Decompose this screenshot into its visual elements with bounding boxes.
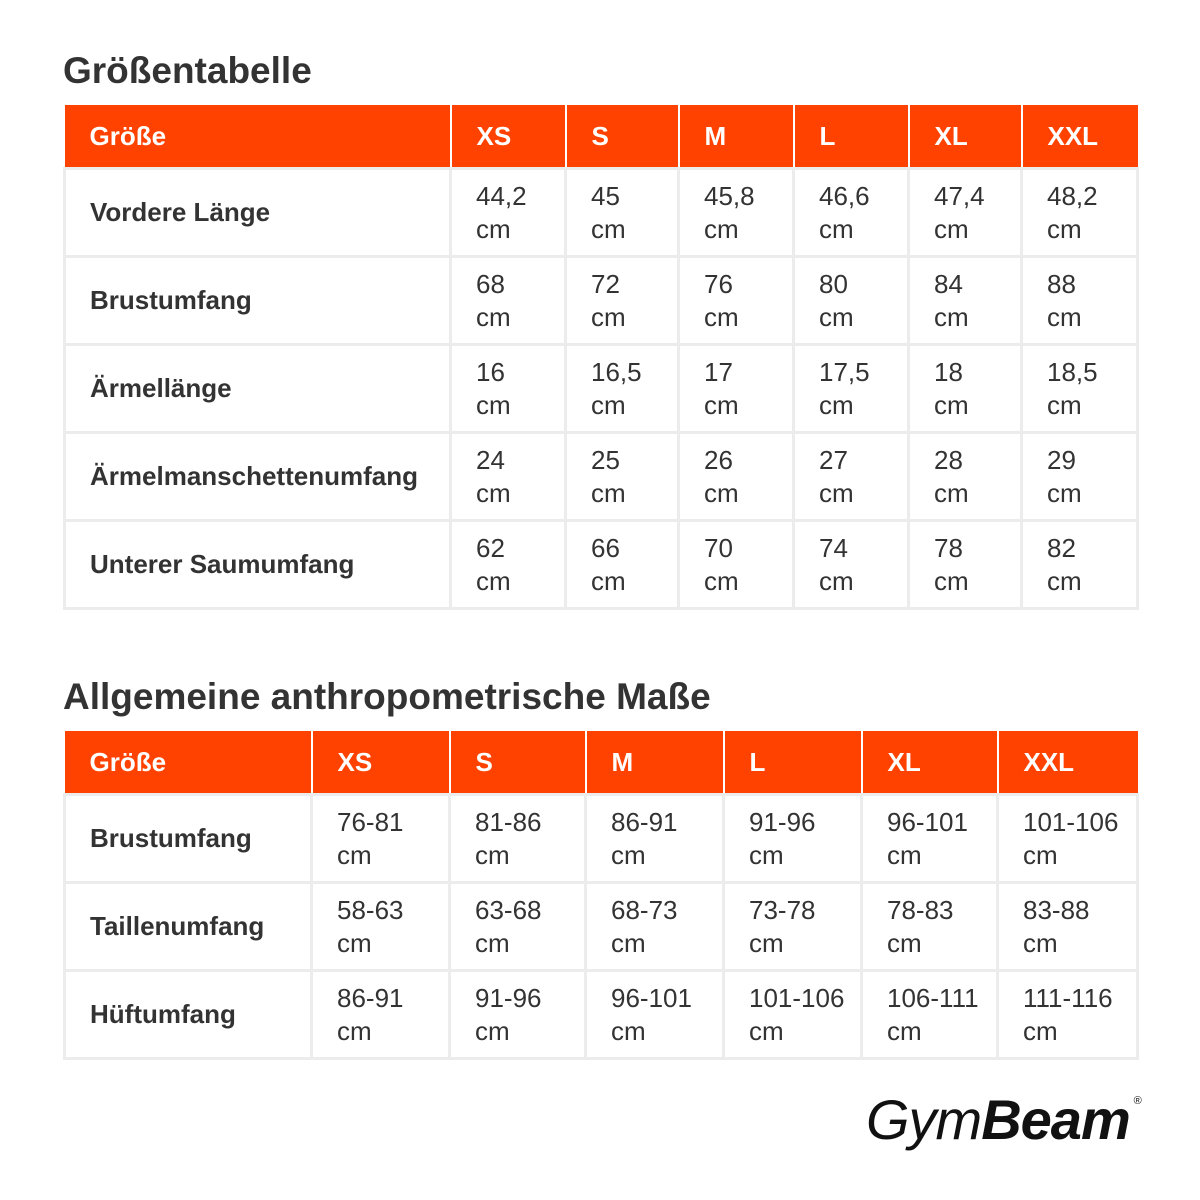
- measurement-value: 48,2: [1047, 180, 1098, 211]
- measurement-cell: [909, 257, 1022, 345]
- measurement-value: 62: [476, 532, 505, 563]
- measurement-unit: cm: [1047, 565, 1082, 596]
- measurement-unit: cm: [475, 839, 510, 870]
- measurement-value: 72: [591, 268, 620, 299]
- measurement-unit: cm: [611, 1015, 646, 1046]
- measurement-value: 25: [591, 444, 620, 475]
- measurement-unit: cm: [819, 477, 854, 508]
- table-row: [65, 257, 1138, 345]
- measurement-unit: cm: [591, 565, 626, 596]
- measurement-unit: cm: [934, 213, 969, 244]
- measurement-unit: cm: [819, 389, 854, 420]
- measurement-cell: [451, 257, 566, 345]
- measurement-unit: cm: [704, 565, 739, 596]
- measurement-unit: cm: [476, 477, 511, 508]
- measurement-cell: [794, 169, 909, 257]
- measurement-unit: cm: [1023, 839, 1058, 870]
- measurement-unit: cm: [476, 565, 511, 596]
- measurement-cell: [679, 433, 794, 521]
- measurement-cell: [679, 257, 794, 345]
- measurement-unit: cm: [475, 927, 510, 958]
- measurement-cell: [909, 169, 1022, 257]
- measurement-value: 96-101: [887, 806, 968, 837]
- gymbeam-logo: [866, 1088, 1142, 1151]
- measurement-cell: [451, 521, 566, 609]
- row-label: Brustumfang: [65, 795, 312, 883]
- measurement-cell: [566, 169, 679, 257]
- measurement-unit: cm: [1047, 301, 1082, 332]
- measurement-cell: [566, 345, 679, 433]
- measurement-cell: [998, 795, 1138, 883]
- measurement-cell: [909, 345, 1022, 433]
- header-cell-size: Größe: [65, 731, 312, 795]
- measurement-unit: cm: [337, 927, 372, 958]
- measurement-value: 82: [1047, 532, 1076, 563]
- header-cell-l: L: [794, 105, 909, 169]
- measurement-cell: [679, 169, 794, 257]
- measurement-unit: cm: [887, 1015, 922, 1046]
- table-header-row: [65, 105, 1138, 169]
- measurement-cell: [862, 971, 998, 1059]
- measurement-unit: cm: [476, 301, 511, 332]
- measurement-unit: cm: [591, 213, 626, 244]
- measurement-unit: cm: [704, 477, 739, 508]
- measurement-value: 18: [934, 356, 963, 387]
- measurement-value: 47,4: [934, 180, 985, 211]
- measurement-value: 78: [934, 532, 963, 563]
- measurement-value: 70: [704, 532, 733, 563]
- measurement-value: 17: [704, 356, 733, 387]
- table-row: [65, 345, 1138, 433]
- size-chart-body: [65, 169, 1138, 609]
- row-label: Taillenumfang: [65, 883, 312, 971]
- measurement-unit: cm: [887, 927, 922, 958]
- measurement-cell: [450, 883, 586, 971]
- measurement-cell: [1022, 345, 1138, 433]
- measurement-cell: [312, 883, 450, 971]
- measurement-unit: cm: [749, 839, 784, 870]
- measurement-cell: [909, 521, 1022, 609]
- measurement-value: 91-96: [475, 982, 542, 1013]
- measurement-cell: [1022, 521, 1138, 609]
- measurement-unit: cm: [1047, 389, 1082, 420]
- anthropometric-title: Allgemeine anthropometrische Maße: [63, 676, 711, 717]
- measurement-value: 83-88: [1023, 894, 1090, 925]
- measurement-unit: cm: [887, 839, 922, 870]
- measurement-cell: [451, 433, 566, 521]
- measurement-cell: [909, 433, 1022, 521]
- measurement-unit: cm: [1047, 477, 1082, 508]
- measurement-cell: [1022, 433, 1138, 521]
- measurement-unit: cm: [819, 213, 854, 244]
- measurement-value: 16,5: [591, 356, 642, 387]
- measurement-value: 76-81: [337, 806, 404, 837]
- measurement-cell: [566, 521, 679, 609]
- measurement-value: 66: [591, 532, 620, 563]
- measurement-value: 78-83: [887, 894, 954, 925]
- measurement-value: 29: [1047, 444, 1076, 475]
- table-row: [65, 433, 1138, 521]
- measurement-cell: [794, 521, 909, 609]
- anthropometric-body: [65, 795, 1138, 1059]
- measurement-cell: [724, 971, 862, 1059]
- measurement-cell: [450, 795, 586, 883]
- logo-text-gym: Gym: [866, 1088, 982, 1151]
- measurement-cell: [566, 433, 679, 521]
- header-cell-xs: XS: [451, 105, 566, 169]
- row-label: Ärmellänge: [65, 345, 451, 433]
- measurement-cell: [862, 795, 998, 883]
- measurement-unit: cm: [934, 301, 969, 332]
- measurement-cell: [679, 345, 794, 433]
- measurement-unit: cm: [704, 389, 739, 420]
- measurement-value: 91-96: [749, 806, 816, 837]
- measurement-cell: [998, 971, 1138, 1059]
- header-cell-s: S: [450, 731, 586, 795]
- header-cell-l: L: [724, 731, 862, 795]
- measurement-unit: cm: [337, 839, 372, 870]
- measurement-value: 73-78: [749, 894, 816, 925]
- measurement-unit: cm: [819, 301, 854, 332]
- row-label: Vordere Länge: [65, 169, 451, 257]
- table-header-row: [65, 731, 1138, 795]
- measurement-value: 17,5: [819, 356, 870, 387]
- table-row: [65, 971, 1138, 1059]
- measurement-unit: cm: [611, 839, 646, 870]
- measurement-cell: [679, 521, 794, 609]
- measurement-value: 68-73: [611, 894, 678, 925]
- measurement-value: 111-116: [1023, 982, 1113, 1013]
- header-cell-m: M: [679, 105, 794, 169]
- measurement-cell: [794, 257, 909, 345]
- table-row: [65, 795, 1138, 883]
- size-chart-title: Größentabelle: [63, 50, 312, 91]
- header-cell-m: M: [586, 731, 724, 795]
- measurement-cell: [450, 971, 586, 1059]
- measurement-value: 45,8: [704, 180, 755, 211]
- measurement-unit: cm: [934, 477, 969, 508]
- measurement-value: 84: [934, 268, 963, 299]
- measurement-value: 101-106: [749, 982, 845, 1013]
- measurement-unit: cm: [591, 477, 626, 508]
- measurement-unit: cm: [1023, 927, 1058, 958]
- measurement-unit: cm: [337, 1015, 372, 1046]
- measurement-value: 101-106: [1023, 806, 1119, 837]
- measurement-value: 86-91: [611, 806, 678, 837]
- header-cell-xs: XS: [312, 731, 450, 795]
- anthropometric-table: [63, 731, 1139, 1060]
- measurement-value: 63-68: [475, 894, 542, 925]
- measurement-cell: [1022, 169, 1138, 257]
- measurement-value: 74: [819, 532, 848, 563]
- measurement-unit: cm: [819, 565, 854, 596]
- measurement-unit: cm: [704, 301, 739, 332]
- measurement-value: 27: [819, 444, 848, 475]
- measurement-cell: [724, 883, 862, 971]
- measurement-value: 81-86: [475, 806, 542, 837]
- measurement-unit: cm: [934, 565, 969, 596]
- measurement-value: 86-91: [337, 982, 404, 1013]
- measurement-unit: cm: [1047, 213, 1082, 244]
- row-label: Ärmelmanschettenumfang: [65, 433, 451, 521]
- measurement-value: 24: [476, 444, 505, 475]
- header-cell-xxl: XXL: [998, 731, 1138, 795]
- measurement-unit: cm: [475, 1015, 510, 1046]
- header-cell-xl: XL: [862, 731, 998, 795]
- measurement-cell: [1022, 257, 1138, 345]
- row-label: Brustumfang: [65, 257, 451, 345]
- table-row: [65, 883, 1138, 971]
- row-label: Hüftumfang: [65, 971, 312, 1059]
- measurement-value: 58-63: [337, 894, 404, 925]
- measurement-cell: [312, 971, 450, 1059]
- registered-mark: ®: [1133, 1095, 1142, 1107]
- measurement-value: 18,5: [1047, 356, 1098, 387]
- measurement-cell: [724, 795, 862, 883]
- logo-text-beam: Beam: [981, 1088, 1130, 1151]
- header-cell-xxl: XXL: [1022, 105, 1138, 169]
- measurement-cell: [794, 345, 909, 433]
- measurement-unit: cm: [591, 389, 626, 420]
- measurement-value: 45: [591, 180, 620, 211]
- table-row: [65, 521, 1138, 609]
- measurement-unit: cm: [476, 389, 511, 420]
- measurement-value: 28: [934, 444, 963, 475]
- measurement-value: 16: [476, 356, 505, 387]
- measurement-unit: cm: [611, 927, 646, 958]
- measurement-cell: [451, 169, 566, 257]
- measurement-unit: cm: [749, 1015, 784, 1046]
- measurement-value: 96-101: [611, 982, 692, 1013]
- size-chart-table: [63, 105, 1139, 610]
- measurement-cell: [862, 883, 998, 971]
- measurement-cell: [451, 345, 566, 433]
- measurement-cell: [998, 883, 1138, 971]
- row-label: Unterer Saumumfang: [65, 521, 451, 609]
- measurement-cell: [312, 795, 450, 883]
- measurement-value: 80: [819, 268, 848, 299]
- measurement-value: 44,2: [476, 180, 527, 211]
- measurement-value: 68: [476, 268, 505, 299]
- table-row: [65, 169, 1138, 257]
- header-cell-xl: XL: [909, 105, 1022, 169]
- measurement-unit: cm: [1023, 1015, 1058, 1046]
- measurement-cell: [586, 883, 724, 971]
- measurement-value: 46,6: [819, 180, 870, 211]
- measurement-cell: [566, 257, 679, 345]
- measurement-value: 76: [704, 268, 733, 299]
- measurement-cell: [586, 795, 724, 883]
- measurement-unit: cm: [704, 213, 739, 244]
- measurement-unit: cm: [934, 389, 969, 420]
- measurement-cell: [794, 433, 909, 521]
- header-cell-size: Größe: [65, 105, 451, 169]
- measurement-unit: cm: [476, 213, 511, 244]
- measurement-value: 106-111: [887, 982, 979, 1013]
- measurement-cell: [586, 971, 724, 1059]
- header-cell-s: S: [566, 105, 679, 169]
- measurement-value: 26: [704, 444, 733, 475]
- measurement-unit: cm: [749, 927, 784, 958]
- measurement-unit: cm: [591, 301, 626, 332]
- measurement-value: 88: [1047, 268, 1076, 299]
